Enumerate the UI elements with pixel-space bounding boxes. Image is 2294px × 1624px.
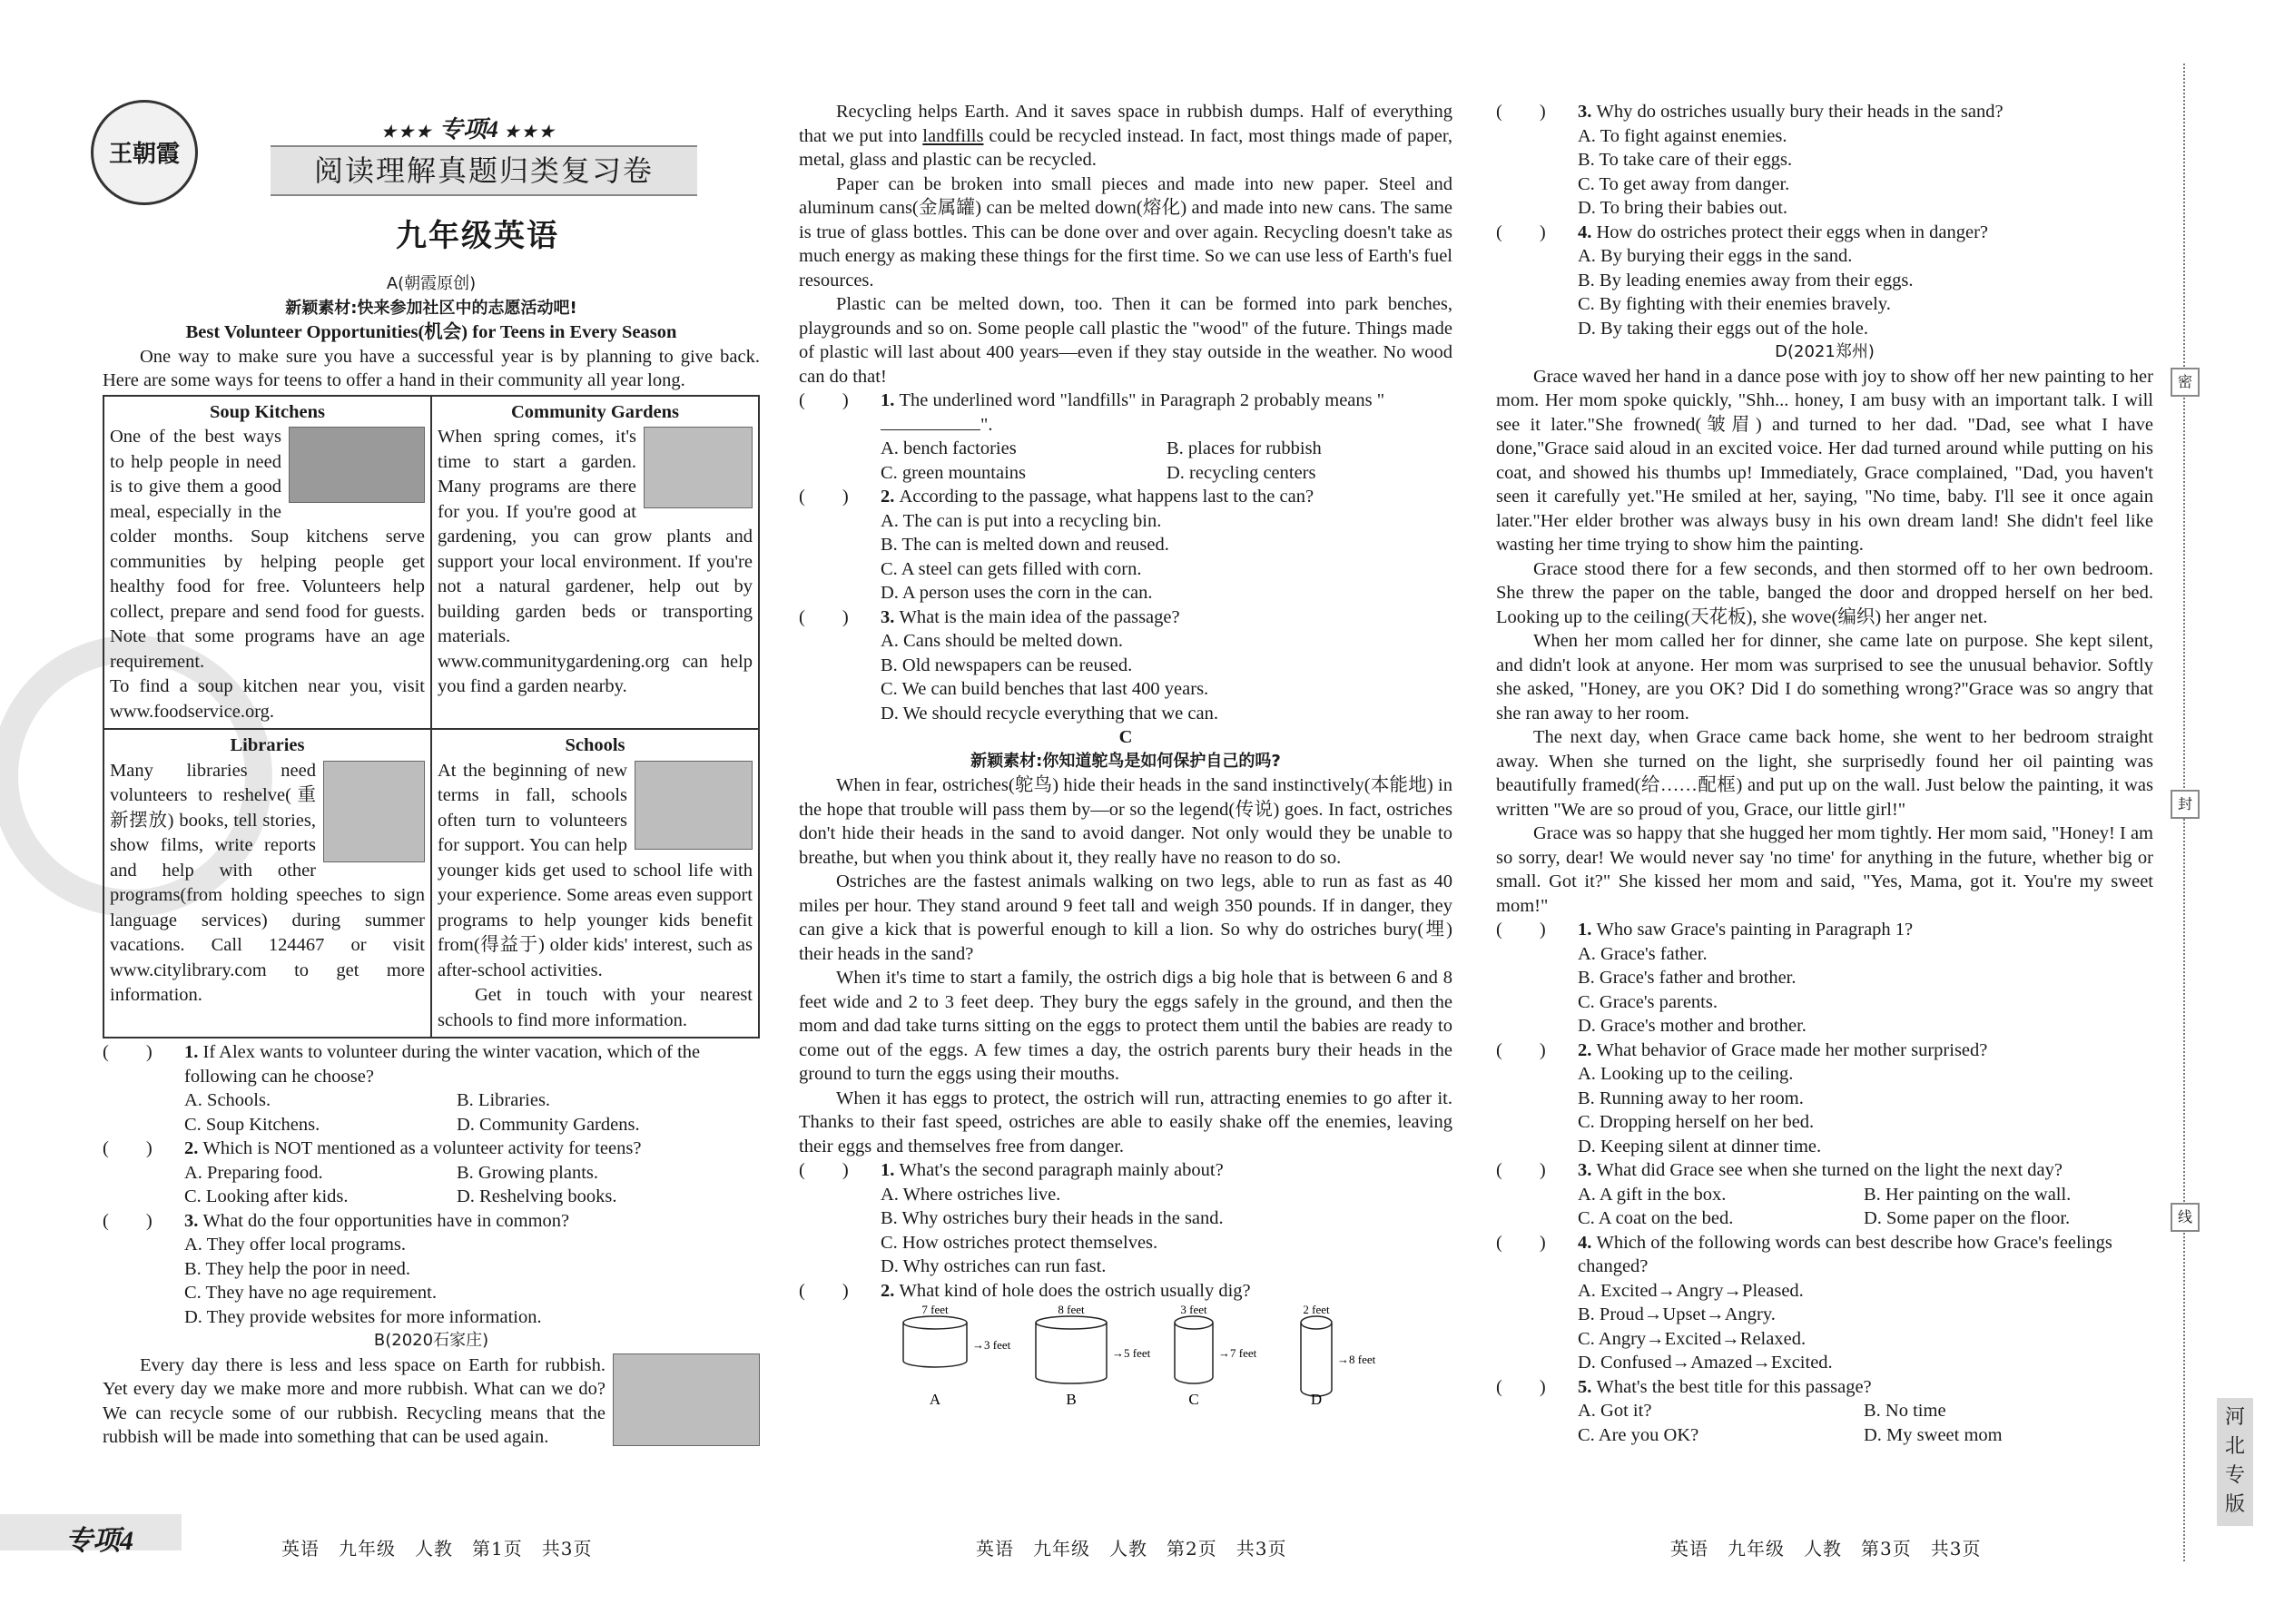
section-a-intro: One way to make sure you have a successful year is by planning to give back. Here are some ways for teens to offer a hand in their community all year long. [103, 346, 760, 390]
section-a-title: Best Volunteer Opportunities(机会) for Teens in Every Season [185, 322, 677, 342]
section-b-p3: Paper can be broken into small pieces and made into new paper. Steel and aluminum cans(金属罐) can be melted down(熔化) and made into new cans. The same is true of glass bottles. This can be done over and over again. Recycling doesn't take as much energy as making these things for the first time. So we can use less of Earth's fuel resources. [799, 173, 1452, 290]
section-c-p1: When in fear, ostriches(鸵鸟) hide their heads in the sand instinctively(本能地) in the hope that trouble will pass them by—or so the legend(传说) goes. In fact, ostriches don't hide their heads in the sand to avoid danger. Not only would they be unable to breathe, but when you think about it, they really have no reason to do so. [799, 775, 1452, 868]
hole-depth-label: →7 feet [1218, 1346, 1257, 1360]
hole-width-label: 3 feet [1180, 1303, 1207, 1316]
answer-blank[interactable]: ( ) [1496, 1039, 1546, 1060]
school-photo [635, 761, 753, 850]
hole-option-b [1036, 1303, 1151, 1408]
section-d-p5: Grace was so happy that she hugged her mom tightly. Her mom said, "Honey! I am so sorry, dear! We would never say 'no time' for anything in the future, whether big or small. Got it?" She kissed her mom and said, "Yes, Mama, got it. You're my sweet mom!" [1496, 823, 2153, 916]
rubbish-photo [613, 1353, 760, 1446]
answer-blank[interactable]: ( ) [1496, 1376, 1546, 1397]
cell-community-gardens: Community Gardens When spring comes, it's time to start a garden. Many programs are there for you. If you're good at gardening, you can grow plants and support your local environment. If you're not a natural gardener, help out by building garden beds or transporting materials. www.communitygardening.org can help you find a garden nearby. [431, 396, 759, 730]
section-a-material: 新颖素材:快来参加社区中的志愿活动吧! [285, 298, 577, 318]
hole-option-a [903, 1303, 1011, 1408]
footer-page-3: 英语 九年级 人教 第3页 共3页 [1670, 1538, 1982, 1560]
soup-kitchen-photo [289, 427, 425, 503]
section-b-label: B(2020石家庄) [373, 1331, 489, 1350]
section-c-material: 新颖素材:你知道鸵鸟是如何保护自己的吗? [970, 751, 1281, 771]
binding-mark-2: 封 [2171, 790, 2200, 819]
hole-option-letter: C [1188, 1391, 1199, 1408]
section-c-q4: ( ) 4. How do ostriches protect their eggs when in danger? A. By burying their eggs in the sand. B. By leading enemies away from their eggs. C. By fighting with their enemies bravely. D. By taking their eggs out of the hole. [1496, 221, 1989, 339]
grade-title: 九年级英语 [396, 218, 559, 254]
section-d-p2: Grace stood there for a few seconds, and then stormed off to her own bedroom. She threw the paper on the table, banged the door and dropped herself on her bed. Looking up to the ceiling(天花板), she wove(编织) her anger net. [1496, 558, 2153, 627]
hole-options-diagram [881, 1303, 1443, 1410]
column-1 [103, 272, 760, 1450]
library-photo [323, 761, 425, 862]
cell-schools: Schools At the beginning of new terms in fall, schools often turn to volunteers for support. You can help younger kids get used to school life with your experience. Some areas even support programs to help younger kids benefit from(得益于) older kids' interest, such as after-school activities. Get in touch with your nearest schools to find more information. [431, 729, 759, 1038]
section-b-q3: ( ) 3. What is the main idea of the passage? A. Cans should be melted down. B. Old newspapers can be reused. C. We can build benches that last 400 years. D. We should recycle everything that we can. [799, 606, 1218, 723]
section-b-q1: ( ) 1. The underlined word "landfills" in Paragraph 2 probably means "". A. bench factories B. places for rubbish C. green mountains D. recycling centers [799, 390, 1385, 483]
opportunities-table [103, 395, 760, 1039]
answer-blank[interactable]: ( ) [1496, 1160, 1546, 1180]
answer-blank[interactable]: ( ) [1496, 1232, 1546, 1253]
garden-photo [644, 427, 753, 508]
hole-option-letter: A [929, 1391, 941, 1408]
section-d-q2: ( ) 2. What behavior of Grace made her mother surprised? A. Looking up to the ceiling. B. Running away to her room. C. Dropping herself on her bed. D. Keeping silent at dinner time. [1496, 1039, 1988, 1156]
answer-blank[interactable]: ( ) [799, 1160, 849, 1180]
section-d-q3: ( ) 3. What did Grace see when she turned on the light the next day? A. A gift in the box. B. Her painting on the wall. C. A coat on the bed. D. Some paper on the floor. [1496, 1160, 2072, 1228]
section-d-p3: When her mom called her for dinner, she came late on purpose. She kept silent, and didn't look at anyone. Her mom was surprised to see the unusual behavior. Softly she asked, "Honey, are you OK? Did I do something wrong?"Grace was so angry that she ran away to her room. [1496, 631, 2153, 723]
section-a-q3: ( ) 3. What do the four opportunities have in common? A. They offer local programs. B. They help the poor in need. C. They have no age requirement. D. They provide websites for more information. [103, 1210, 570, 1327]
section-c-q2: ( ) 2. What kind of hole does the ostrich usually dig? 7 feet →3 feet A 8 feet →5 feet B 3 feet →7 feet C 2 feet →8 feet D [799, 1279, 1452, 1411]
answer-blank[interactable]: ( ) [1496, 102, 1546, 122]
section-a-q1: ( ) 1. If Alex wants to volunteer during the winter vacation, which of the following can he choose? A. Schools. B. Libraries. C. Soup Kitchens. D. Community Gardens. [103, 1042, 701, 1135]
section-a-q2: ( ) 2. Which is NOT mentioned as a volunteer activity for teens? A. Preparing food. B. Growing plants. C. Looking after kids. D. Reshelving books. [103, 1138, 642, 1206]
section-d-p4: The next day, when Grace came back home, she went to her bedroom straight away. When she turned on the light, she surprisedly found her oil painting was beautifully framed(给……配框) and put up on the wall. Just below the painting, it was written "We are so proud of you, Grace, our little girl!" [1496, 727, 2153, 820]
hole-option-letter: D [1310, 1391, 1323, 1408]
section-c-q1: ( ) 1. What's the second paragraph mainly about? A. Where ostriches live. B. Why ostriches bury their heads in the sand. C. How ostriches protect themselves. D. Why ostriches can run fast. [799, 1160, 1224, 1276]
answer-blank[interactable]: ( ) [103, 1042, 153, 1062]
series-label: ★★★ 专项4 ★★★ [381, 116, 556, 143]
answer-blank[interactable]: ( ) [799, 1280, 849, 1301]
section-d-label: D(2021郑州) [1775, 342, 1875, 361]
publisher-logo [91, 100, 198, 205]
hole-option-c [1175, 1303, 1257, 1408]
footer-tag: 专项4 [65, 1526, 133, 1556]
hole-width-label: 2 feet [1303, 1303, 1330, 1316]
hole-depth-label: →8 feet [1337, 1353, 1376, 1366]
logo-text: 王朝霞 [108, 141, 180, 168]
answer-blank[interactable]: ( ) [1496, 920, 1546, 940]
section-d-q5: ( ) 5. What's the best title for this passage? A. Got it? B. No time C. Are you OK? D. My sweet mom [1496, 1376, 2003, 1445]
hole-width-label: 7 feet [921, 1303, 949, 1316]
section-b-p2: Recycling helps Earth. And it saves space in rubbish dumps. Half of everything that we put into landfills could be recycled instead. In fact, most things made of paper, metal, glass and plastic can be recycled. [799, 102, 1452, 170]
section-b-q2: ( ) 2. According to the passage, what happens last to the can? A. The can is put into a recycling bin. B. The can is melted down and reused. C. A steel can gets filled with corn. D. A person uses the corn in the can. [799, 487, 1314, 603]
cell-soup-kitchens: Soup Kitchens One of the best ways to help people in need is to give them a good meal, especially in the colder months. Soup kitchens serve communities by helping people get healthy food for free. Volunteers help collect, prepare and send food for guests. Note that some programs have an age requirement. To find a soup kitchen near you, visit www.foodservice.org. [103, 396, 431, 730]
answer-blank[interactable]: ( ) [799, 606, 849, 627]
column-2 [799, 100, 1452, 1410]
paper-title: 阅读理解真题归类复习卷 [271, 145, 697, 196]
section-a-label: A(朝霞原创) [386, 274, 477, 293]
answer-blank[interactable]: ( ) [1496, 221, 1546, 242]
section-c-q3: ( ) 3. Why do ostriches usually bury their heads in the sand? A. To fight against enemies. B. To take care of their eggs. C. To get away from danger. D. To bring their babies out. [1496, 102, 2004, 218]
hole-depth-label: →3 feet [972, 1338, 1011, 1352]
hole-depth-label: →5 feet [1112, 1346, 1151, 1360]
hole-option-d [1301, 1303, 1376, 1408]
edition-badge: 河北专版 [2217, 1398, 2253, 1526]
answer-blank[interactable]: ( ) [103, 1138, 153, 1158]
answer-blank[interactable]: ( ) [799, 390, 849, 410]
section-c-label: C [1118, 727, 1133, 747]
section-c-p3: When it's time to start a family, the ostrich digs a big hole that is between 6 and 8 feet wide and 2 to 3 feet deep. They bury the eggs safely in the ground, and then the mom and dad take turns sitting on the eggs to protect them until the babies are ready to come out of the eggs. A few times a day, the ostrich parents bury their heads in the ground to turn the eggs using their mouths. [799, 968, 1452, 1084]
section-c-p4: When it has eggs to protect, the ostrich will run, attracting enemies to go after it. Thanks to their fast speed, ostriches are able to easily shake off the enemies, leaving their eggs and themselves free from danger. [799, 1088, 1452, 1156]
answer-blank[interactable]: ( ) [103, 1210, 153, 1231]
binding-mark-1: 密 [2171, 368, 2200, 397]
section-d-q1: ( ) 1. Who saw Grace's painting in Paragraph 1? A. Grace's father. B. Grace's father and brother. C. Grace's parents. D. Grace's mother and brother. [1496, 920, 1914, 1036]
section-b-p1: Every day there is less and less space on Earth for rubbish. Yet every day we make more and more rubbish. What can we do? We can recycle some of our rubbish. Recycling means that the rubbish will be made into something that can be used again. [103, 1354, 605, 1447]
hole-width-label: 8 feet [1058, 1303, 1085, 1316]
footer-page-2: 英语 九年级 人教 第2页 共3页 [976, 1538, 1287, 1560]
answer-blank[interactable]: ( ) [799, 487, 849, 507]
column-3 [1496, 100, 2153, 1447]
hole-option-letter: B [1066, 1391, 1077, 1408]
fill-in-blank[interactable] [881, 413, 980, 430]
section-b-p4: Plastic can be melted down, too. Then it can be formed into park benches, playgrounds and so on. Some people call plastic the "wood" of the future. Things made of plastic will last about 400 years—even if they stay outside in the weather. No wood can do that! [799, 294, 1452, 387]
binding-mark-3: 线 [2171, 1203, 2200, 1232]
section-d-q4: ( ) 4. Which of the following words can best describe how Grace's feelings changed? A. Excited→Angry→Pleased. B. Proud→Upset→Angry. C. Angry→Excited→Relaxed. D. Confused→Amazed→Excited. [1496, 1232, 2112, 1373]
section-c-p2: Ostriches are the fastest animals walking on two legs, able to run as fast as 40 miles per hour. They stand around 9 feet tall and weigh 350 pounds. If in danger, they can give a kick that is powerful enough to kill a lion. So why do ostriches bury(埋) their heads in the sand? [799, 871, 1452, 964]
cell-libraries: Libraries Many libraries need volunteers to reshelve(重新摆放) books, tell stories, show films, write reports and help with other programs(from holding speeches to sign language services) during summer vacations. Call 124467 or visit www.citylibrary.com to get more information. [103, 729, 431, 1038]
footer-page-1: 英语 九年级 人教 第1页 共3页 [281, 1538, 593, 1560]
section-d-p1: Grace waved her hand in a dance pose with joy to show off her new painting to her mom. Her mom spoke quickly, "Shh... honey, I am busy with an important talk. I will see it later."She frowned(皱眉) and turned to her dad. "Dad, see what I have done,"Grace said aloud in an excited voice. Her dad turned around while putting on his coat, and showed his thumbs up! Immediately, Grace complained, "Dad, you haven't seen it carefully yet."He smiled at her, saying, "No time, baby. I'll see it once again later."Her elder brother was always busy in his own dream land! She didn't feel like wasting her time trying to show him the painting. [1496, 366, 2153, 555]
